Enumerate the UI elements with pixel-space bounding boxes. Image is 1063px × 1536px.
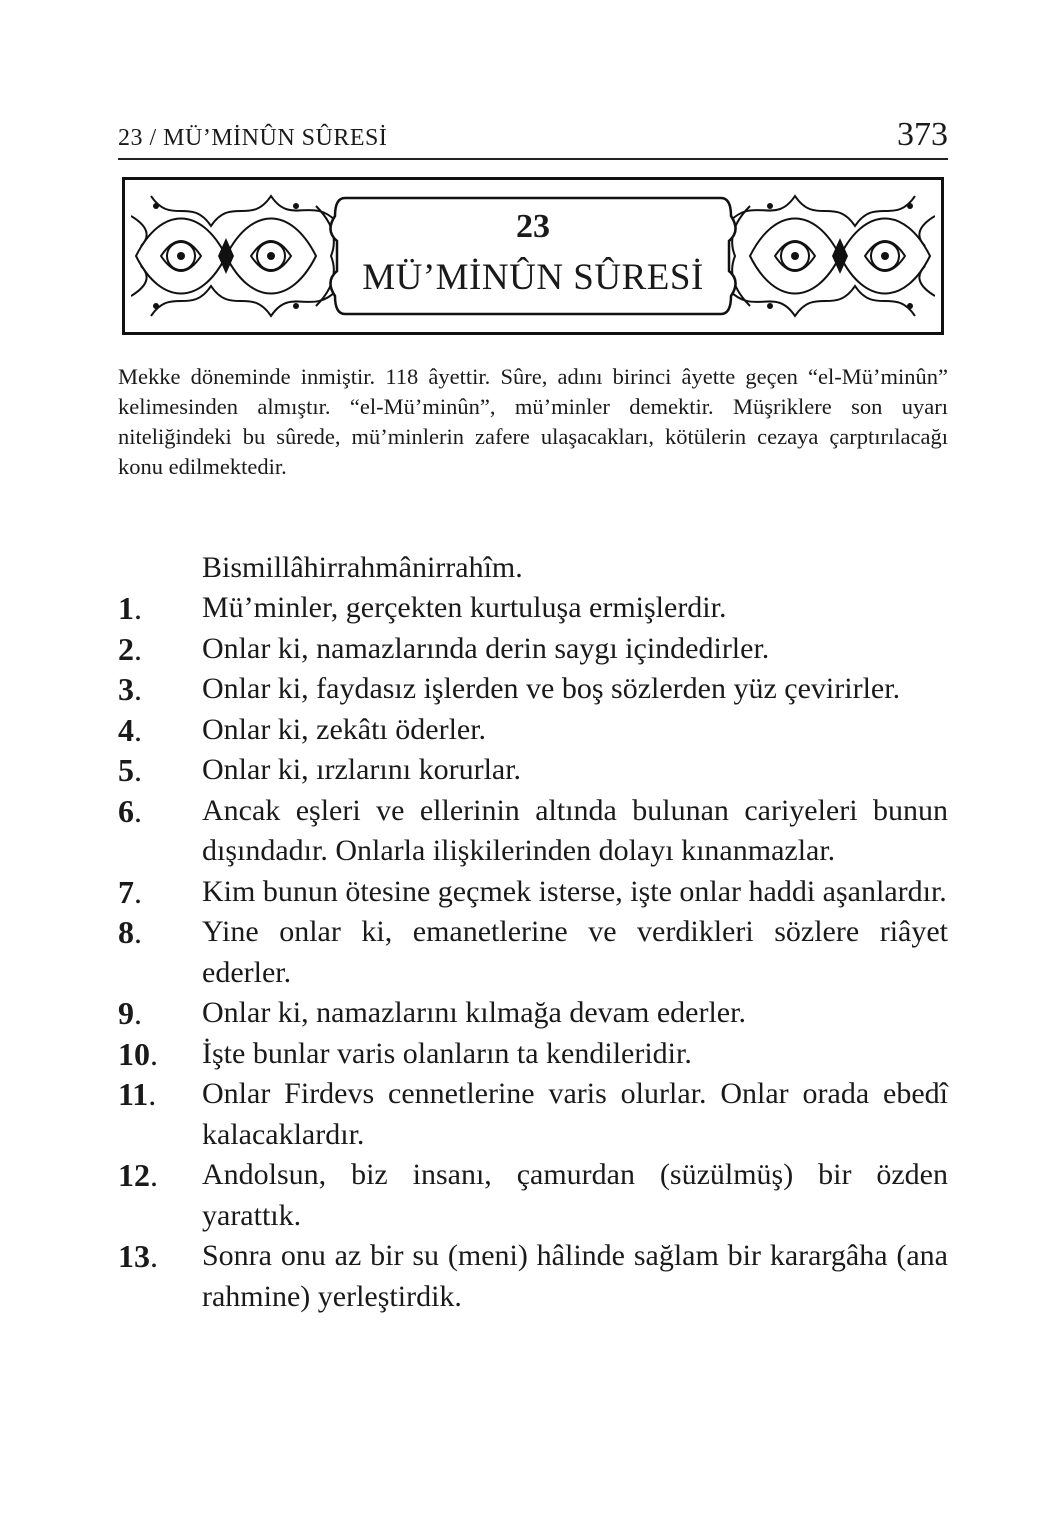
verse-number: 1.	[118, 590, 142, 626]
verse-text: Kim bunun ötesine geçmek isterse, işte onlar haddi aşanlardır.	[202, 874, 947, 908]
verse-number: 9.	[118, 995, 142, 1031]
verse-number: 11.	[118, 1076, 157, 1112]
surah-name: MÜ’MİNÛN SÛRESİ	[362, 257, 704, 298]
verse-item	[118, 993, 948, 1034]
verse-text: Onlar ki, namazlarında derin saygı içindedirler.	[202, 631, 770, 665]
verse-text: İşte bunlar varis olanların ta kendileridir.	[202, 1036, 692, 1070]
verse-text: Onlar ki, faydasız işlerden ve boş sözlerden yüz çevirirler.	[202, 672, 901, 705]
verse-text: Onlar ki, ırzlarını korurlar.	[202, 753, 522, 786]
verse-number: 6.	[118, 792, 142, 829]
verse-number: 12.	[118, 1157, 158, 1193]
verse-number: 2.	[118, 630, 142, 667]
verse-list	[118, 548, 948, 1317]
verse-number: 4.	[118, 711, 142, 748]
verse-number: 5.	[118, 752, 142, 788]
verse-item	[118, 669, 948, 710]
arabesque-ornament-left	[131, 186, 346, 326]
verse-text: Andolsun, biz insanı, çamurdan (süzülmüş) bir özden yarattık.	[202, 1158, 948, 1232]
surah-number: 23	[516, 208, 550, 245]
verse-text: Onlar Firdevs cennetlerine varis olurlar. Onlar orada ebedî kalacaklardır.	[202, 1077, 948, 1151]
page-number: 373	[897, 116, 948, 153]
verse-number: 7.	[118, 873, 142, 910]
verse-item	[118, 912, 948, 993]
basmala: Bismillâhirrahmânirrahîm.	[202, 551, 523, 584]
verse-number: 13.	[118, 1238, 158, 1274]
verse-item	[118, 1074, 948, 1155]
verse-item	[118, 791, 948, 872]
verse-item	[118, 710, 948, 751]
verse-item	[118, 1155, 948, 1236]
verse-text: Onlar ki, zekâtı öderler.	[202, 712, 487, 746]
running-head	[118, 110, 948, 160]
verse-number: 10.	[118, 1035, 158, 1072]
verse-number: 3.	[118, 671, 142, 707]
verse-text: Ancak eşleri ve ellerinin altında bulunan cariyeleri bunun dışındadır. Onlarla ilişkilerinden dolayı kınanmazlar.	[202, 793, 948, 867]
surah-banner	[122, 177, 944, 335]
verse-text: Mü’minler, gerçekten kurtuluşa ermişlerdir.	[202, 591, 727, 624]
running-title: 23 / MÜ’MİNÛN SÛRESİ	[118, 125, 388, 151]
verse-number: 8.	[118, 914, 142, 950]
verse-text: Yine onlar ki, emanetlerine ve verdikleri sözlere riâyet ederler.	[202, 915, 948, 989]
verse-text: Onlar ki, namazlarını kılmağa devam ederler.	[202, 996, 746, 1029]
arabesque-ornament-right	[720, 186, 935, 326]
verse-item	[118, 1236, 948, 1317]
surah-introduction: Mekke döneminde inmiştir. 118 âyettir. Sûre, adını birinci âyette geçen “el-Mü’minûn” kelimesinden almıştır. “el-Mü’minûn”, mü’minler demektir. Müşriklere son uyarı niteliğindeki bu sûrede, mü’minlerin zafere ulaşacakları, kötülerin cezaya çarptırılacağı konu edilmektedir.	[118, 364, 948, 479]
verse-item	[118, 629, 948, 670]
verse-text: Sonra onu az bir su (meni) hâlinde sağlam bir karargâha (ana rahmine) yerleştirdik.	[202, 1239, 948, 1313]
verse-item	[118, 588, 948, 629]
verse-item	[118, 1034, 948, 1075]
title-cartouche	[325, 186, 741, 326]
verse-item	[118, 750, 948, 791]
verse-item	[118, 872, 948, 913]
